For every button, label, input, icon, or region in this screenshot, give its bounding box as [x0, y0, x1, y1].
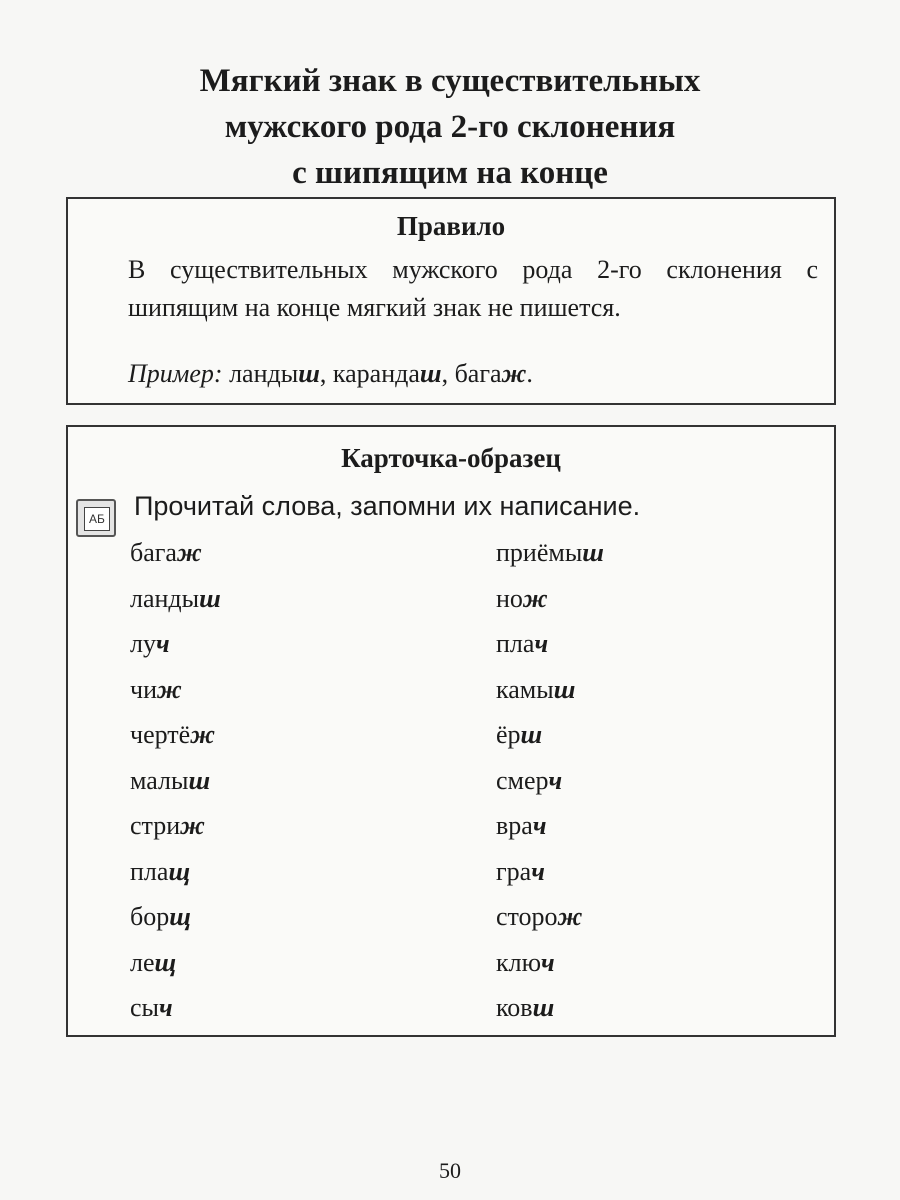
word-ending: ч	[155, 629, 170, 658]
word-ending: щ	[169, 902, 191, 931]
word-ending: ч	[548, 765, 563, 795]
word-ending: ч	[534, 629, 549, 658]
task-instruction: Прочитай слова, запомни их написание.	[134, 491, 641, 521]
title-line-2: мужского рода 2-го склонения	[224, 109, 676, 145]
rule-text: В существительных мужского рода 2-го склонения с шипящим на конце мягкий знак не пишется.	[128, 255, 818, 322]
example-word: ландыш,	[229, 359, 333, 388]
example-word-ending: ш	[419, 359, 442, 388]
word-column-right	[496, 530, 604, 1031]
word-ending: ж	[176, 538, 202, 567]
word-ending: щ	[168, 856, 191, 886]
example-word-ending: ж	[501, 359, 527, 388]
word-item: ландыш	[130, 583, 221, 613]
word-item: сыч	[130, 993, 173, 1022]
word-item: нож	[496, 583, 548, 613]
word-ending: щ	[154, 947, 177, 977]
word-ending: ч	[159, 993, 173, 1022]
word-ending: ш	[520, 720, 543, 749]
rule-example	[128, 359, 533, 389]
word-item: плащ	[130, 856, 191, 886]
word-ending: ж	[157, 674, 182, 704]
page-number: 50	[439, 1158, 461, 1183]
word-item: луч	[130, 629, 170, 658]
word-item: малыш	[130, 765, 211, 795]
word-ending: ч	[541, 947, 555, 977]
textbook-ab-icon	[76, 499, 116, 537]
word-item: чиж	[130, 674, 182, 704]
example-label: Пример:	[128, 359, 223, 388]
word-item: ковш	[496, 993, 555, 1022]
word-item: багаж	[130, 538, 202, 567]
word-item: лещ	[130, 947, 177, 977]
word-item: ключ	[496, 947, 555, 977]
example-words	[229, 359, 533, 388]
rule-box	[66, 197, 836, 405]
word-column-left	[130, 530, 221, 1031]
word-ending: ж	[557, 902, 583, 931]
sample-card	[66, 425, 836, 1037]
word-item: борщ	[130, 902, 191, 931]
word-ending: ч	[532, 811, 547, 840]
title-line-1: Мягкий знак в существительных	[199, 63, 701, 99]
word-ending: ш	[188, 765, 211, 795]
word-ending: ш	[532, 993, 555, 1022]
word-ending: ж	[180, 811, 205, 840]
word-ending: ш	[553, 674, 576, 704]
word-item: сторож	[496, 902, 583, 931]
word-ending: ж	[190, 720, 215, 749]
word-item: стриж	[130, 811, 205, 840]
word-item: смерч	[496, 765, 563, 795]
word-item: плач	[496, 629, 549, 658]
word-item: грач	[496, 856, 545, 886]
icon-letters: АБ	[84, 507, 110, 531]
word-item: чертёж	[130, 720, 215, 749]
rule-heading: Правило	[396, 211, 506, 241]
word-ending: ч	[531, 856, 545, 886]
page-title	[0, 58, 900, 196]
word-ending: ш	[582, 538, 604, 567]
card-heading: Карточка-образец	[341, 443, 561, 473]
word-item: камыш	[496, 674, 576, 704]
word-item: ёрш	[496, 720, 543, 749]
example-word: багаж.	[454, 359, 533, 388]
word-ending: ж	[522, 583, 548, 613]
word-ending: ш	[199, 583, 221, 613]
example-word: карандаш,	[332, 359, 455, 388]
word-item: врач	[496, 811, 547, 840]
title-line-3: с шипящим на конце	[292, 155, 608, 191]
word-item: приёмыш	[496, 538, 604, 567]
example-word-ending: ш	[298, 359, 320, 388]
